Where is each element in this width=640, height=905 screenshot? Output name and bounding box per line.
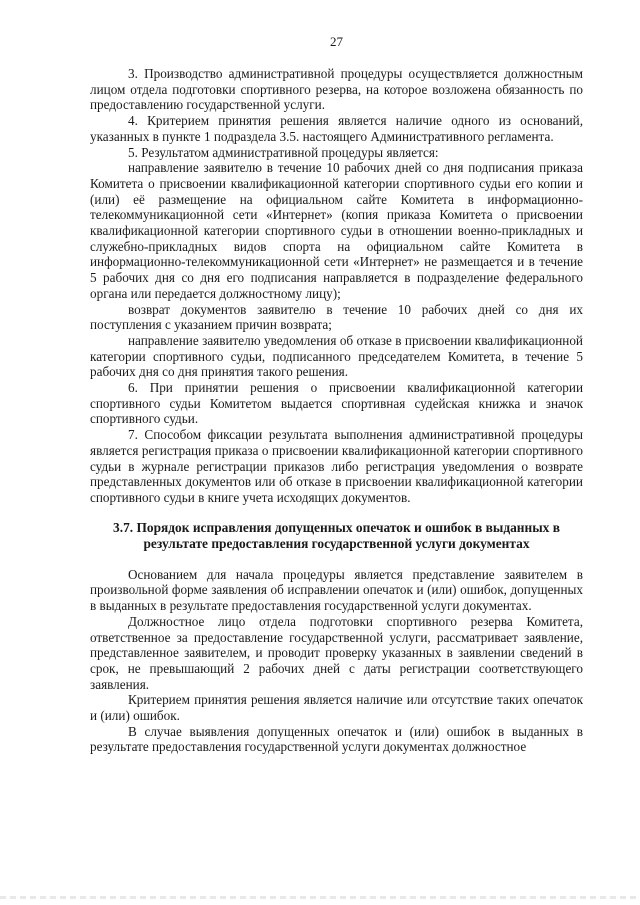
scan-edge-divider bbox=[0, 896, 640, 899]
document-page bbox=[90, 0, 583, 905]
section-paragraph-1: Основанием для начала процедуры является представление заявителем в произвольной форме заявления об исправлении опечаток и (или) ошибок, допущенных в выданных в результате предоставления государственной услуги документах. bbox=[90, 566, 583, 614]
paragraph-7: 7. Способом фиксации результата выполнения административной процедуры является регистрация приказа о присвоении квалификационной категории спортивного судьи в журнале регистрации приказов либо регистрация уведомления о возврате представленных документов или об отказе в присвоении квалификационной категории спортивного судьи в книге учета исходящих документов. bbox=[90, 427, 583, 505]
paragraph-5: 5. Результатом административной процедуры является: bbox=[128, 144, 439, 160]
page-number: 27 bbox=[330, 34, 343, 49]
paragraph-5-item-2: возврат документов заявителю в течение 10 рабочих дней со дня их поступления с указанием причин возврата; bbox=[90, 301, 583, 333]
section-heading: 3.7. Порядок исправления допущенных опечаток и ошибок в выданных в результате предоставления государственной услуги документах bbox=[113, 519, 560, 552]
section-paragraph-3: Критерием принятия решения является наличие или отсутствие таких опечаток и (или) ошибок. bbox=[90, 692, 583, 724]
section-paragraph-2: Должностное лицо отдела подготовки спортивного резерва Комитета, ответственное за предоставление государственной услуги, рассматривает заявление, представленное заявителем, и проводит проверку указанных в заявлении сведений в срок, не превышающий 2 рабочих дней с даты регистрации соответствующего заявления. bbox=[90, 613, 583, 692]
section-paragraph-4: В случае выявления допущенных опечаток и (или) ошибок в выданных в результате предоставления государственной услуги документах должностное bbox=[90, 723, 583, 755]
paragraph-4: 4. Критерием принятия решения является наличие одного из оснований, указанных в пункте 1 подраздела 3.5. настоящего Административного регламента. bbox=[90, 113, 583, 144]
document-body bbox=[90, 66, 583, 755]
paragraph-5-item-3: направление заявителю уведомления об отказе в присвоении квалификационной категории спортивного судьи, подписанного председателем Комитета, в течение 5 рабочих дня со дня принятия такого решения. bbox=[90, 332, 583, 380]
paragraph-6: 6. При принятии решения о присвоении квалификационной категории спортивного судьи Комитетом выдается спортивная судейская книжка и значок спортивного судьи. bbox=[90, 380, 583, 427]
paragraph-5-item-1: направление заявителю в течение 10 рабочих дней со дня подписания приказа Комитета о присвоении квалификационной категории спортивного судьи его копии и (или) её размещение на официальном сайте Комитета в информационно-телекоммуникационной сети «Интернет» (копия приказа Комитета о присвоении квалификационной категории спортивного судьи в отношении военно-прикладных и служебно-прикладных видов спорта на официальном сайте Комитета в информационно-телекоммуникационной сети «Интернет» не размещается и в течение 5 рабочих дня со дня его подписания направляется в подразделение федерального органа или передается должностному лицу); bbox=[90, 160, 583, 301]
paragraph-3: 3. Производство административной процедуры осуществляется должностным лицом отдела подготовки спортивного резерва, на которое возложена обязанность по предоставлению государственной услуги. bbox=[90, 66, 583, 113]
